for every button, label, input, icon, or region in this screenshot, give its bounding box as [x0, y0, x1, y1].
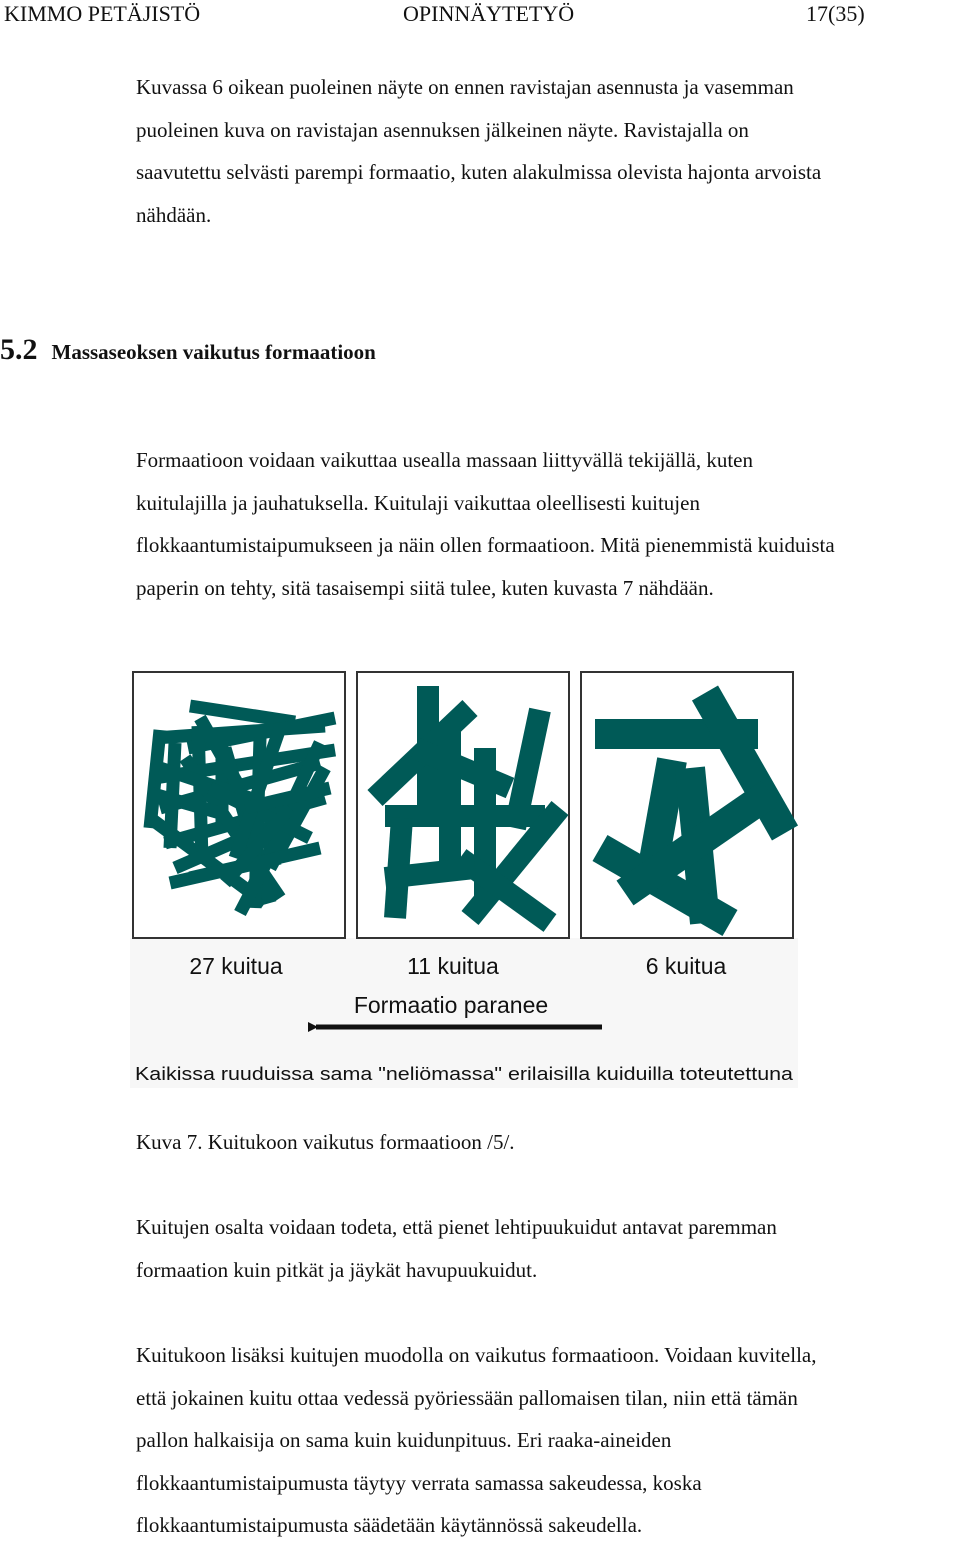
section-number: 5.2	[0, 333, 38, 366]
paragraph-fiber-type	[136, 439, 956, 609]
figure-footnote: Kaikissa ruuduissa sama "neliömassa" erilaisilla kuiduilla toteutettuna	[135, 1063, 794, 1084]
text-line: formaation kuin pitkät ja jäykät havupuukuidut.	[136, 1257, 538, 1282]
text-line: Formaatioon voidaan vaikuttaa usealla massaan liittyvällä tekijällä, kuten	[136, 448, 753, 472]
figure-graphic	[130, 668, 800, 1088]
panel-label-6: 6 kuitua	[645, 953, 727, 979]
section-heading	[0, 330, 376, 375]
panel-11-fibers	[357, 672, 569, 938]
fiber-size-figure	[130, 668, 800, 1088]
panel-6-fibers	[581, 672, 793, 938]
panel-27-fibers	[133, 672, 345, 938]
text-line: flokkaantumistaipumusta säädetään käytännössä sakeudella.	[136, 1513, 643, 1537]
section-title: Massaseoksen vaikutus formaatioon	[51, 340, 376, 364]
text-line: nähdään.	[136, 202, 212, 227]
paragraph-fiber-shape	[136, 1334, 956, 1547]
arrow-label: Formaatio paranee	[353, 992, 549, 1018]
text-line: paperin on tehty, sitä tasaisempi siitä tulee, kuten kuvasta 7 nähdään.	[136, 575, 714, 600]
text-line: että jokainen kuitu ottaa vedessä pyöriessään pallomaisen tilan, niin että tämän	[136, 1385, 798, 1410]
text-line: Kuvassa 6 oikean puoleinen näyte on ennen ravistajan asennusta ja vasemman	[136, 75, 794, 99]
header-doc-type: OPINNÄYTETYÖ	[403, 1, 575, 26]
header-author: KIMMO PETÄJISTÖ	[4, 1, 201, 26]
text-line: saavutettu selvästi parempi formaatio, kuten alakulmissa olevista hajonta arvoista	[136, 160, 822, 184]
fiber	[385, 868, 475, 878]
panel-label-27: 27 kuitua	[189, 953, 283, 979]
intro-paragraph	[136, 66, 956, 236]
text-line: Kuitukoon lisäksi kuitujen muodolla on vaikutus formaatioon. Voidaan kuvitella,	[136, 1343, 817, 1367]
text-line: Kuitujen osalta voidaan todeta, että pienet lehtipuukuidut antavat paremman	[136, 1215, 777, 1239]
panel-label-11: 11 kuitua	[407, 953, 499, 979]
text-line: pallon halkaisija on sama kuin kuidunpituus. Eri raaka-aineiden	[136, 1428, 672, 1452]
text-line: kuitulajilla ja jauhatuksella. Kuitulaji vaikuttaa oleellisesti kuitujen	[136, 490, 700, 515]
paragraph-hardwood	[136, 1206, 956, 1291]
figure-caption: Kuva 7. Kuitukoon vaikutus formaatioon /5/.	[136, 1130, 515, 1154]
header-page-number: 17(35)	[806, 1, 865, 26]
text-line: flokkaantumistaipumukseen ja näin ollen formaatioon. Mitä pienemmistä kuiduista	[136, 533, 835, 557]
text-line: flokkaantumistaipumusta täytyy verrata samassa sakeudessa, koska	[136, 1470, 702, 1495]
text-line: puoleinen kuva on ravistajan asennuksen jälkeinen näyte. Ravistajalla on	[136, 117, 749, 142]
